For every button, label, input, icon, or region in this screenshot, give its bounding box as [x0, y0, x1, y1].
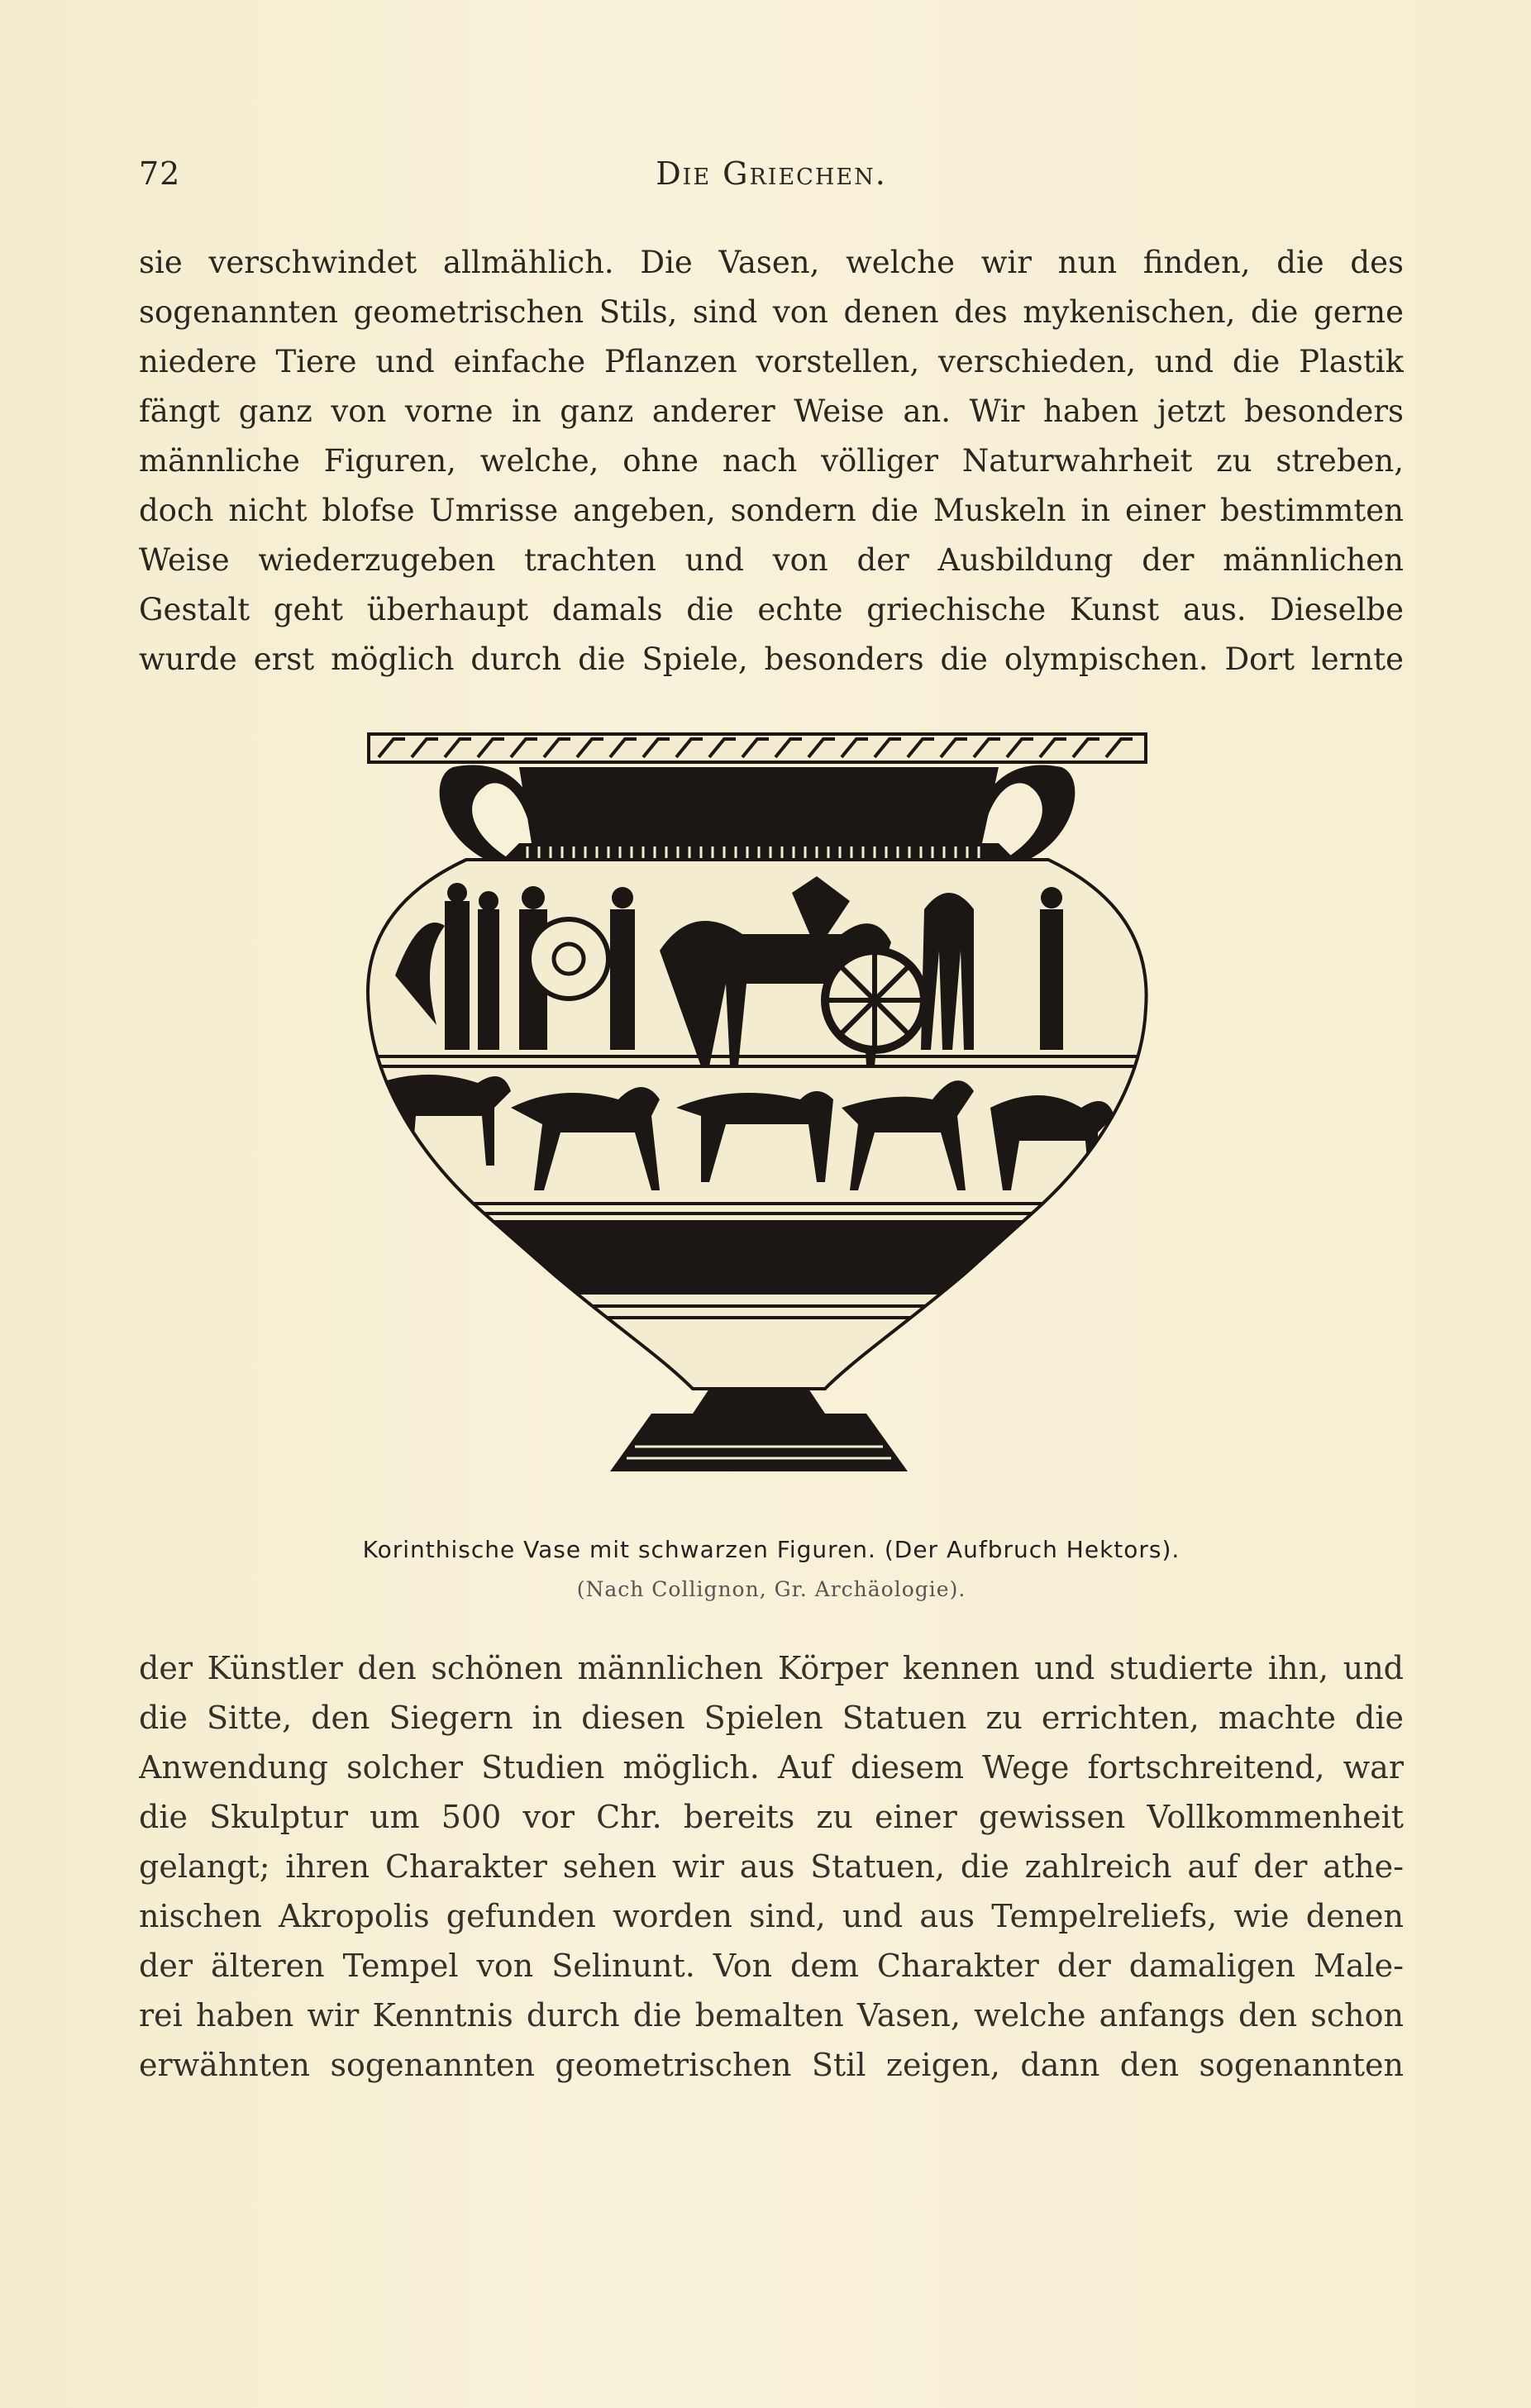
running-title: Die Griechen.: [656, 155, 887, 192]
text-line: der Künstler den schönen männlichen Körper kennen und studierte ihn, und: [139, 1650, 1404, 1686]
text-line: Weise wiederzugeben trachten und von der Ausbildung der männlichen: [139, 542, 1404, 578]
text-line: Gestalt geht überhaupt damals die echte griechische Kunst aus. Dieselbe: [139, 592, 1404, 627]
figure-source: (Nach Collignon, Gr. Archäologie).: [576, 1577, 966, 1601]
text-line: gelangt; ihren Charakter sehen wir aus Statuen, die zahlreich auf der athe-: [139, 1848, 1404, 1885]
paragraph-bottom: [139, 1643, 1404, 2090]
text-line: die Skulptur um 500 vor Chr. bereits zu einer gewissen Vollkommenheit: [139, 1799, 1404, 1835]
text-line: fängt ganz von vorne in ganz anderer Weise an. Wir haben jetzt besonders: [139, 393, 1404, 429]
text-line: nischen Akropolis gefunden worden sind, und aus Tempelreliefs, wie denen: [139, 1898, 1404, 1934]
text-line: doch nicht blofse Umrisse angeben, sondern die Muskeln in einer bestimmten: [139, 493, 1404, 528]
text-line: männliche Figuren, welche, ohne nach völliger Naturwahrheit zu streben,: [139, 443, 1404, 479]
text-line: sogenannten geometrischen Stils, sind von denen des mykenischen, die gerne: [139, 294, 1404, 330]
text-line: Anwendung solcher Studien möglich. Auf diesem Wege fortschreitend, war: [139, 1749, 1404, 1786]
page-header: [139, 155, 1404, 205]
vase-illustration: [362, 727, 1152, 1521]
text-line: niedere Tiere und einfache Pflanzen vorstellen, verschieden, und die Plastik: [139, 344, 1404, 379]
text-line: rei haben wir Kenntnis durch die bemalten Vasen, welche anfangs den schon: [139, 1997, 1404, 2034]
page-number: 72: [139, 155, 181, 192]
text-line: der älteren Tempel von Selinunt. Von dem Charakter der damaligen Male-: [139, 1948, 1404, 1984]
text-line: die Sitte, den Siegern in diesen Spielen Statuen zu errichten, machte die: [139, 1700, 1404, 1736]
paragraph-top: [139, 238, 1404, 684]
figure-caption: Korinthische Vase mit schwarzen Figuren. (Der Aufbruch Hektors).: [362, 1536, 1180, 1563]
text-line: wurde erst möglich durch die Spiele, besonders die olympischen. Dort lernte: [139, 641, 1404, 677]
text-line: sie verschwindet allmählich. Die Vasen, welche wir nun finden, die des: [139, 245, 1404, 280]
text-line: erwähnten sogenannten geometrischen Stil zeigen, dann den sogenannten: [139, 2047, 1404, 2083]
